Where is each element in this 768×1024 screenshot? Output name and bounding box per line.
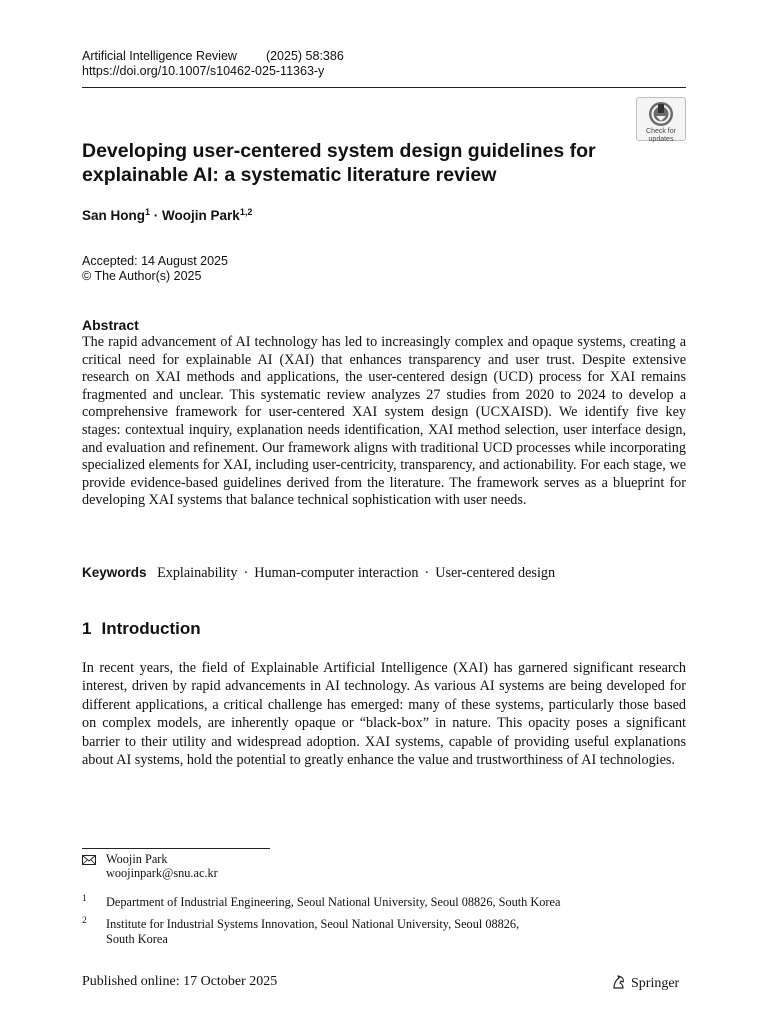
envelope-icon xyxy=(82,855,96,865)
corresponding-author-name: Woojin Park xyxy=(106,852,168,866)
keyword-separator: · xyxy=(424,565,430,581)
publisher-logo xyxy=(611,974,679,992)
affiliation-number: 1 xyxy=(82,894,87,904)
affiliation-number: 2 xyxy=(82,916,87,926)
abstract-text: The rapid advancement of AI technology has led to increasingly complex and opaque systems, creating a critical need for explainable AI (XAI) that enhances transparency and user trust. Despite extensive research on XAI methods and applications, the user-centered design (UCD) process for XAI remains fragmented and unclear. This systematic review analyzes 27 studies from 2020 to 2024 to develop a comprehensive framework for user-centered XAI system design (UCXAISD). We identify five key stages: contextual inquiry, explanation needs identification, XAI method selection, user interface design, and evaluation and refinement. Our framework aligns with traditional UCD processes while incorporating specialized elements for XAI, including user-centricity, transparency, and actionability. For each stage, we provide evidence-based guidelines derived from the literature. The framework serves as a blueprint for developing XAI systems that balance technical sophistication with user needs. xyxy=(82,334,686,509)
author-name[interactable]: San Hong xyxy=(82,208,145,223)
footnote-divider xyxy=(82,848,270,849)
check-for-updates-icon xyxy=(648,101,674,127)
journal-volume: (2025) 58:386 xyxy=(265,49,344,63)
doi-link[interactable]: https://doi.org/10.1007/s10462-025-11363-y xyxy=(82,64,325,78)
springer-horse-icon xyxy=(611,974,627,990)
badge-label-1: Check for xyxy=(646,128,676,135)
journal-header xyxy=(82,49,344,64)
keyword-separator: · xyxy=(243,565,249,581)
keyword: Explainability xyxy=(157,565,238,581)
corresponding-author-email[interactable]: woojinpark@snu.ac.kr xyxy=(106,866,218,880)
paper-title: Developing user-centered system design guidelines for explainable AI: a systematic literature review xyxy=(82,140,596,186)
published-date: Published online: 17 October 2025 xyxy=(82,974,278,989)
section-heading xyxy=(82,619,201,639)
accepted-date: Accepted: 14 August 2025 xyxy=(82,254,228,268)
keywords-line xyxy=(82,565,555,582)
introduction-paragraph: In recent years, the field of Explainable Artificial Intelligence (XAI) has garnered significant research interest, driven by rapid advancements in AI technology. As various AI systems are being developed for different applications, a critical challenge has emerged: many of these systems, particularly those based on complex models, are inherently opaque or “black-box” in nature. This opacity poses a significant barrier to their utility and widespread adoption. XAI systems, capable of providing useful explanations about AI systems, hold the potential to greatly enhance the value and trustworthiness of AI technologies. xyxy=(82,660,686,769)
author-separator: · xyxy=(153,208,159,223)
publisher-name: Springer xyxy=(631,976,680,991)
keywords-label: Keywords xyxy=(82,565,147,580)
author-name[interactable]: Woojin Park xyxy=(162,208,240,223)
copyright-notice: © The Author(s) 2025 xyxy=(82,269,202,283)
check-for-updates-badge[interactable] xyxy=(636,97,686,141)
section-number: 1 xyxy=(82,619,92,638)
author-affiliation: 1 xyxy=(145,207,151,217)
section-title: Introduction xyxy=(101,619,201,638)
journal-name: Artificial Intelligence Review xyxy=(82,49,237,63)
author-affiliation: 1,2 xyxy=(239,207,253,217)
affiliation-text: Department of Industrial Engineering, Seoul National University, Seoul 08826, South Korea xyxy=(106,895,561,909)
header-divider xyxy=(82,87,686,88)
affiliation-text: Institute for Industrial Systems Innovation, Seoul National University, Seoul 08826, South Korea xyxy=(106,917,520,946)
keyword: Human-computer interaction xyxy=(254,565,419,581)
abstract-heading: Abstract xyxy=(82,317,139,333)
author-list xyxy=(82,207,252,223)
badge-label-2: updates xyxy=(648,136,674,143)
keyword: User-centered design xyxy=(435,565,556,581)
